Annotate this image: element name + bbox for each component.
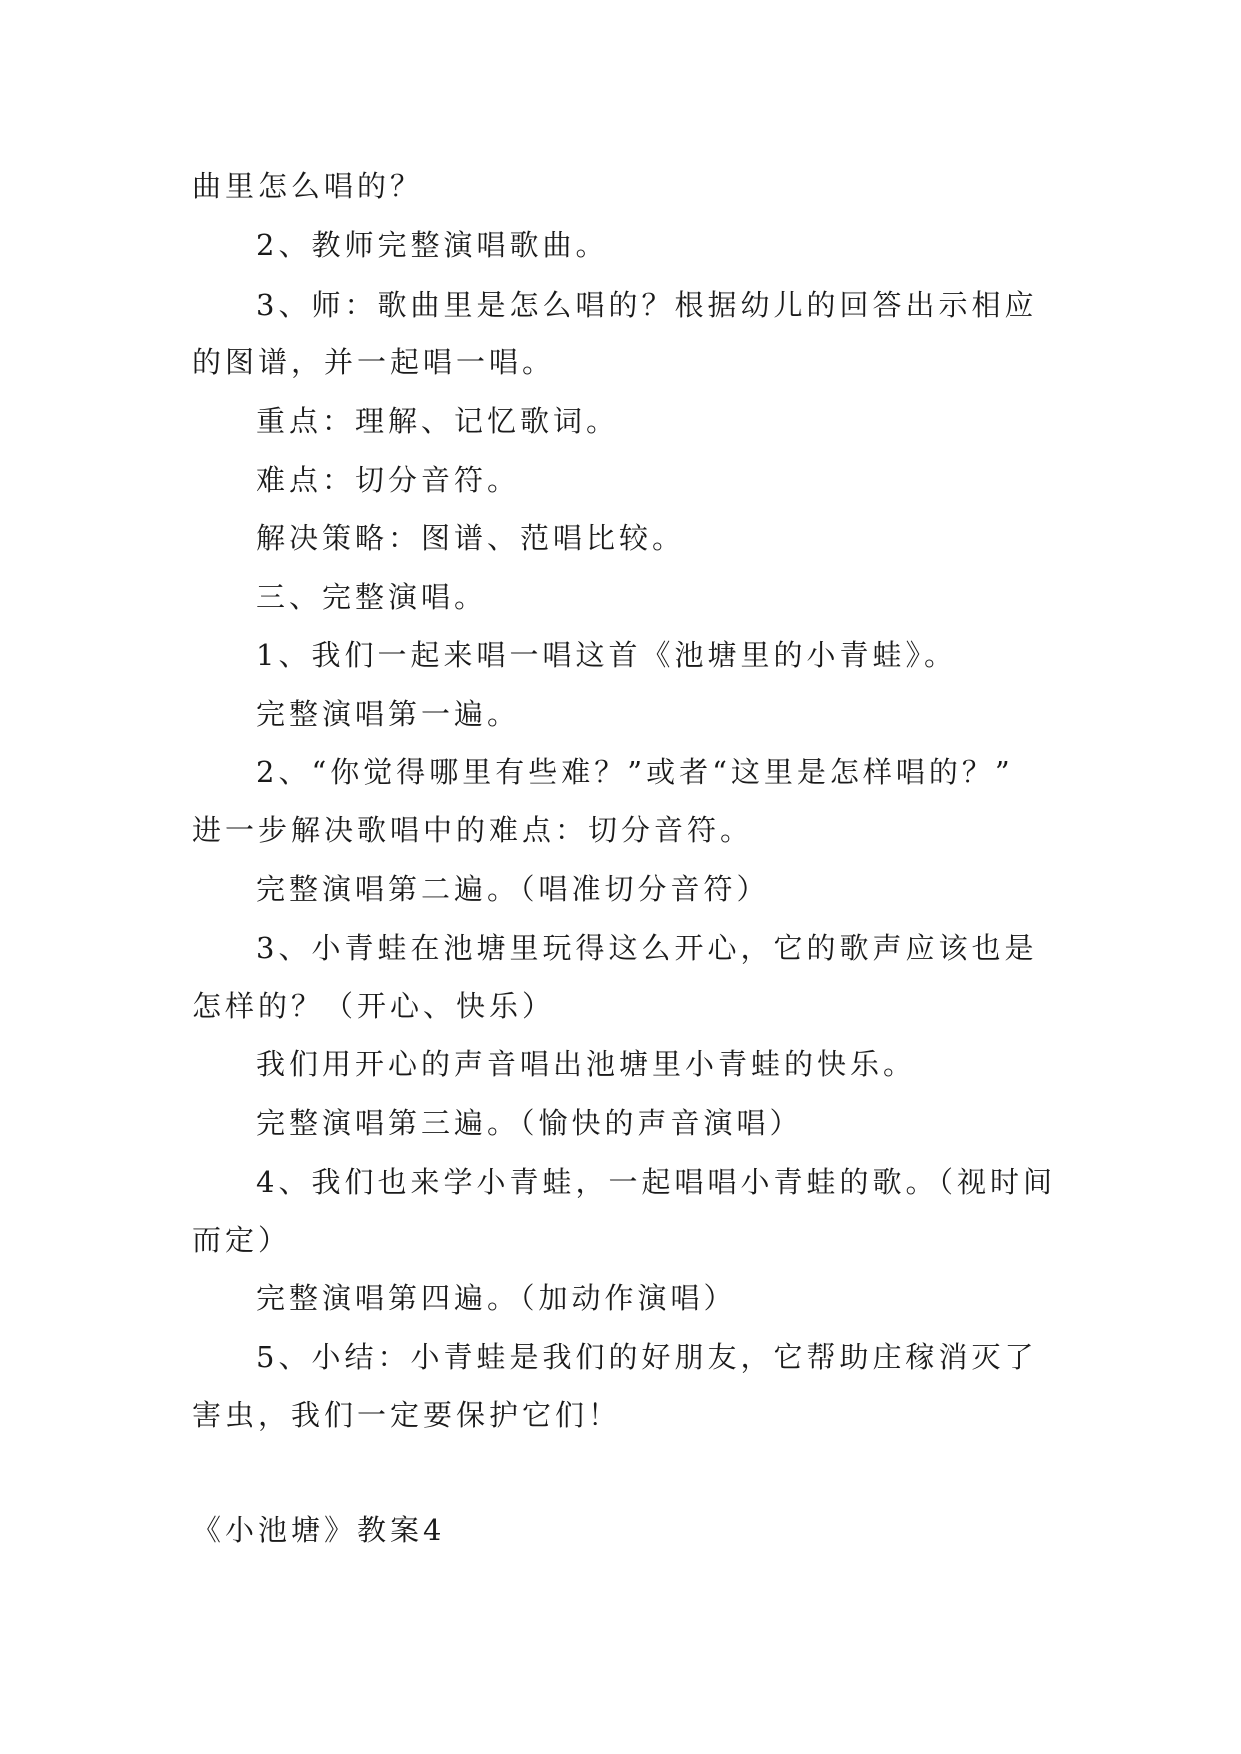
paragraph-line: 害虫，我们一定要保护它们！: [192, 1398, 622, 1432]
paragraph-line: 2、教师完整演唱歌曲。: [256, 228, 609, 262]
paragraph-line: 4、我们也来学小青蛙，一起唱唱小青蛙的歌。（视时间: [256, 1165, 1056, 1199]
paragraph-line: 完整演唱第二遍。（唱准切分音符）: [256, 872, 770, 906]
paragraph-line: 1、我们一起来唱一唱这首《池塘里的小青蛙》。: [256, 638, 957, 672]
paragraph-line: 怎样的？（开心、快乐）: [192, 989, 556, 1023]
paragraph-line: 2、“你觉得哪里有些难？”或者“这里是怎样唱的？”: [256, 755, 1014, 789]
paragraph-line: 3、小青蛙在池塘里玩得这么开心，它的歌声应该也是: [256, 931, 1038, 965]
paragraph-line: 3、师：歌曲里是怎么唱的？根据幼儿的回答出示相应: [256, 288, 1038, 322]
paragraph-line: 曲里怎么唱的？: [192, 169, 424, 203]
paragraph-line: 完整演唱第一遍。: [256, 697, 521, 731]
paragraph-line: 5、小结：小青蛙是我们的好朋友，它帮助庄稼消灭了: [256, 1340, 1038, 1374]
paragraph-line: 进一步解决歌唱中的难点：切分音符。: [192, 813, 754, 847]
paragraph-line: 解决策略：图谱、范唱比较。: [256, 521, 686, 555]
paragraph-line: 完整演唱第三遍。（愉快的声音演唱）: [256, 1106, 803, 1140]
paragraph-line: 难点：切分音符。: [256, 463, 521, 497]
section-title: 《小池塘》教案4: [192, 1513, 446, 1547]
paragraph-line: 完整演唱第四遍。（加动作演唱）: [256, 1281, 737, 1315]
paragraph-line: 三、完整演唱。: [256, 580, 488, 614]
paragraph-line: 我们用开心的声音唱出池塘里小青蛙的快乐。: [256, 1047, 917, 1081]
paragraph-line: 而定）: [192, 1223, 292, 1257]
paragraph-line: 重点：理解、记忆歌词。: [256, 404, 620, 438]
paragraph-line: 的图谱，并一起唱一唱。: [192, 345, 556, 379]
